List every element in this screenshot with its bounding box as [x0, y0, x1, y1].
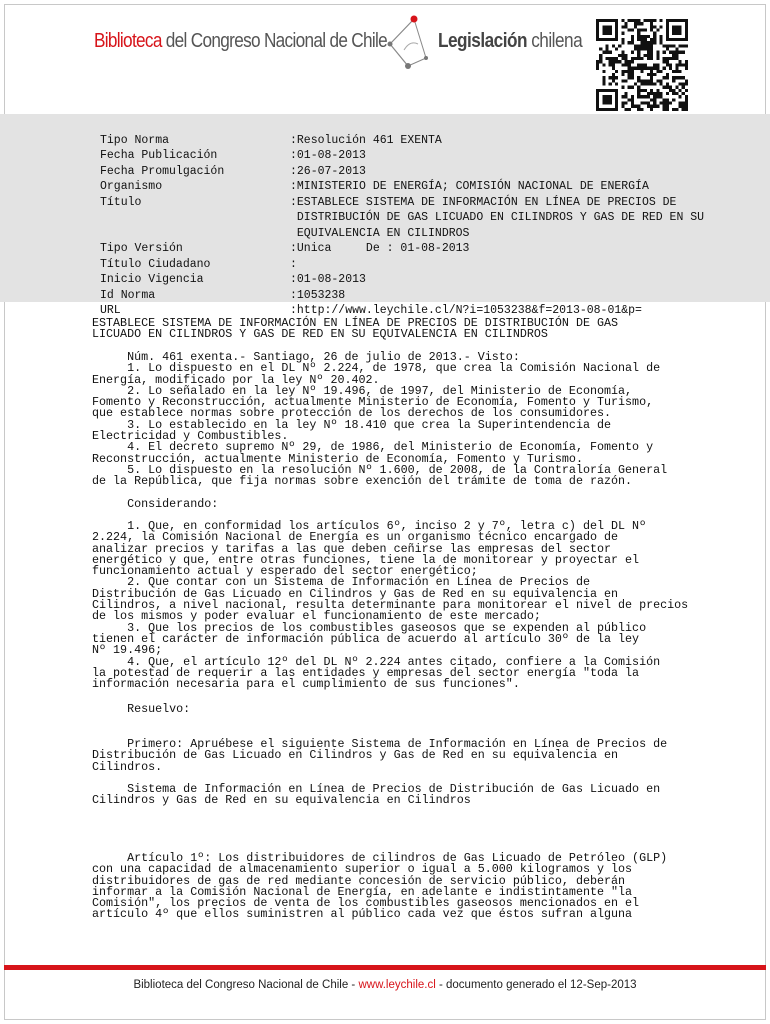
sistema-heading: Sistema de Información en Línea de Precios de Distribución de Gas Licuado en Cilindros y Gas de Red en su equivalencia en Cilindros — [92, 782, 661, 808]
meta-row-tipo-norma: Tipo Norma :Resolución 461 EXENTA — [100, 133, 442, 147]
meta-row-fecha-publicacion: Fecha Publicación :01-08-2013 — [100, 149, 366, 162]
footer: Biblioteca del Congreso Nacional de Chile - www.leychile.cl - documento generado el 12-Sep-2013 — [133, 979, 637, 991]
primero-paragraph: Primero: Apruébese el siguiente Sistema de Información en Línea de Precios de Distribución de Gas Licuado en Cilindros y Gas de Red en su equivalencia en Cilindros. — [92, 737, 668, 774]
considerando-section: 1. Que, en conformidad los artículos 6º, inciso 2 y 7º, letra c) del DL Nº 2.224, la Comisión Nacional de Energía es un organismo técnico encargado de analizar precios y tarifas a las que deben ceñirse las empresas del sector energético y que, entre otras funciones, tiene la de monitorear y proyectar el funcionamiento actual y esperado del sector energético; 2. Que contar con un Sistema de Información en Línea de Precios de Distribución de Gas Licuado en Cilindros y Gas de Red en su equivalencia en Cilindros, a nivel nacional, resulta determinante para monitorear el nivel de precios de los mismos y poder evaluar el funcionamiento de este mercado; 3. Que los precios de los combustibles gaseosos que se expenden al público tienen el carácter de información pública de acuerdo al artículo 30º de la ley Nº 19.496; 4. Que, el artículo 12º del DL Nº 2.224 antes citado, confiere a la Comisión la potestad de requerir a las entidades y empresas del sector energía "toda la información necesaria para el cumplimiento de sus funciones". — [92, 519, 689, 692]
meta-row-tipo-version: Tipo Versión :Unica De : 01-08-2013 — [100, 242, 470, 255]
considerando-heading: Considerando: — [92, 497, 219, 511]
bcn-logo-text: Biblioteca del Congreso Nacional de Chile — [94, 30, 388, 52]
meta-row-titulo: Título :ESTABLECE SISTEMA DE INFORMACIÓN EN LÍNEA DE PRECIOS DE DISTRIBUCIÓN DE GAS LICUADO EN CILINDROS Y GAS DE RED EN SU EQUIVALENCIA EN CILINDROS — [100, 195, 705, 240]
document-title: ESTABLECE SISTEMA DE INFORMACIÓN EN LÍNEA DE PRECIOS DE DISTRIBUCIÓN DE GAS LICUADO EN CILINDROS Y GAS DE RED EN SU EQUIVALENCIA EN CILINDROS — [92, 316, 619, 342]
norma-url-link[interactable]: :http://www.leychile.cl/N?i=1053238&f=2013-08-01&p= — [290, 304, 642, 317]
legislacion-chilena-text: Legislación chilena — [438, 30, 583, 52]
meta-row-id-norma: Id Norma :1053238 — [100, 288, 346, 302]
articulo-1-paragraph: Artículo 1º: Los distribuidores de cilindros de Gas Licuado de Petróleo (GLP) con una capacidad de almacenamiento superior o igual a 5.000 kilogramos y los distribuidores de gas de red mediante concesión de servicio público, deberán informar a la Comisión Nacional de Energía, en adelante e indistintamente "la Comisión", los precios de venta de los combustibles gaseosos mencionados en el artículo 4º que ellos suministren al público cada vez que éstos sufran alguna — [92, 851, 668, 922]
meta-row-titulo-ciudadano: Título Ciudadano : — [100, 257, 297, 271]
resuelvo-heading: Resuelvo: — [92, 702, 191, 716]
footer-link[interactable]: www.leychile.cl — [358, 979, 436, 991]
footer-divider — [4, 965, 766, 970]
visto-section: Núm. 461 exenta.- Santiago, 26 de julio de 2013.- Visto: 1. Lo dispuesto en el DL Nº 2.224, de 1978, que crea la Comisión Nacional de Energía, modificado por la ley Nº 20.402. 2. Lo señalado en la ley Nº 19.496, de 1997, del Ministerio de Economía, Fomento y Reconstrucción, actualmente Ministerio de Economía, Fomento y Turismo, que establece normas sobre protección de los derechos de los consumidores. 3. Lo establecido en la ley Nº 18.410 que crea la Superintendencia de Electricidad y Combustibles. 4. El decreto supremo Nº 29, de 1986, del Ministerio de Economía, Fomento y Reconstrucción, actualmente Ministerio de Economía, Fomento y Turismo. 5. Lo dispuesto en la resolución Nº 1.600, de 2008, de la Contraloría General de la República, que fija normas sobre exención del trámite de toma de razón. — [92, 350, 668, 489]
network-logo-icon — [380, 14, 440, 74]
meta-row-url: URL :http://www.leychile.cl/N?i=1053238&f=2013-08-01&p= — [100, 304, 642, 317]
meta-row-fecha-promulgacion: Fecha Promulgación :26-07-2013 — [100, 164, 366, 178]
qr-code-icon — [596, 19, 688, 111]
meta-row-organismo: Organismo :MINISTERIO DE ENERGÍA; COMISIÓN NACIONAL DE ENERGÍA — [100, 180, 649, 193]
meta-row-inicio-vigencia: Inicio Vigencia :01-08-2013 — [100, 273, 366, 286]
